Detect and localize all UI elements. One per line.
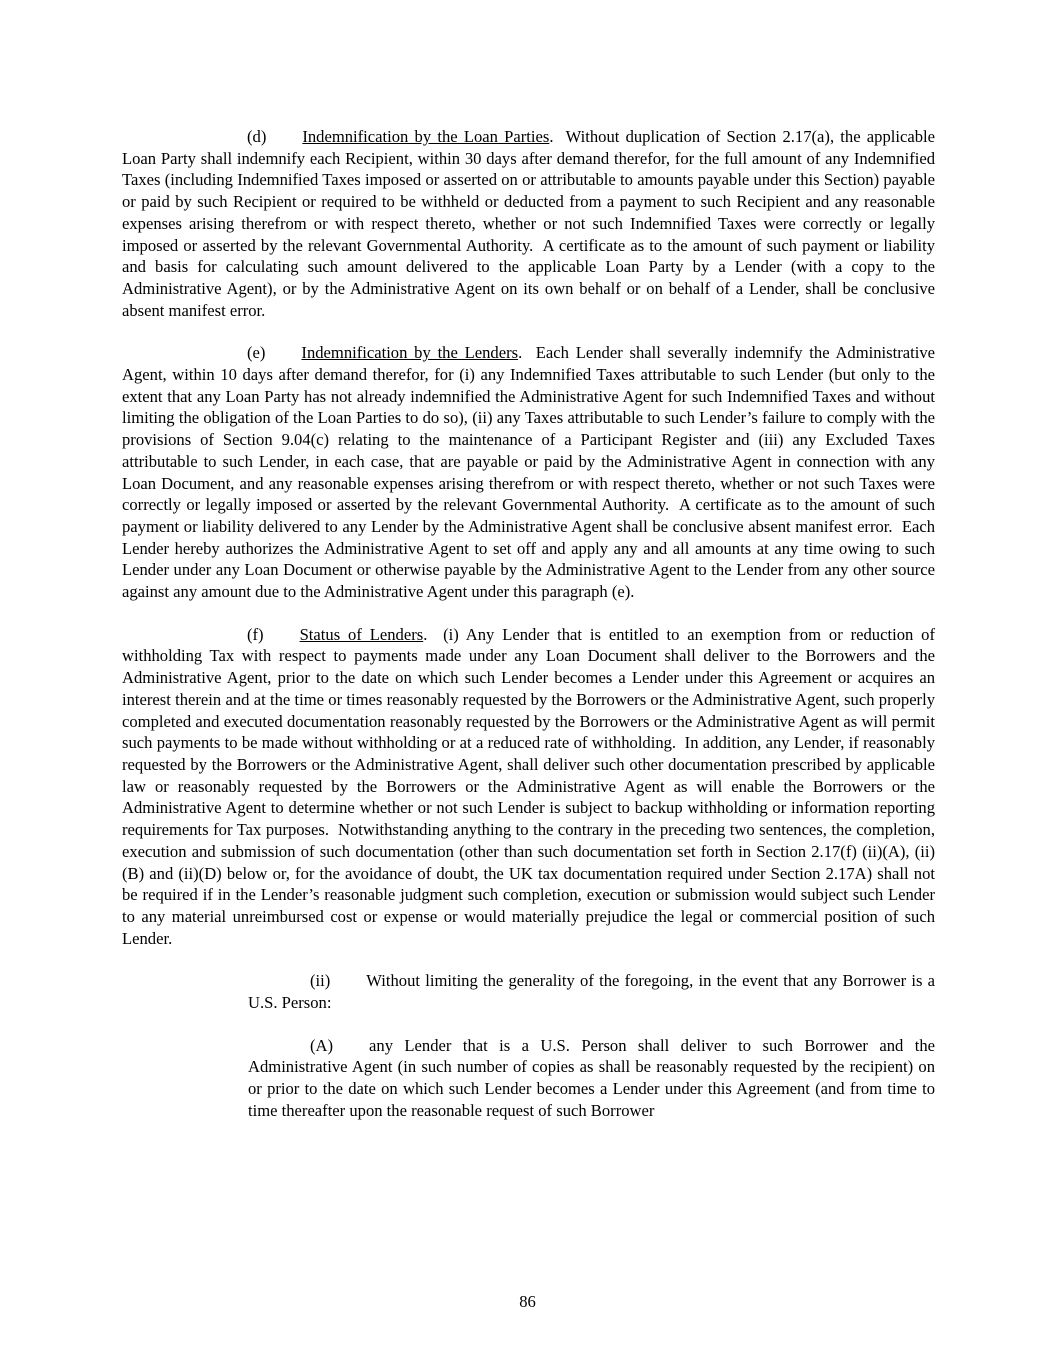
paragraph-d-heading: Indemnification by the Loan Parties	[302, 127, 550, 146]
paragraph-e-heading: Indemnification by the Lenders	[301, 343, 519, 363]
paragraph-f	[122, 624, 935, 950]
paragraph-d-label: (d)	[247, 127, 267, 146]
paragraph-A-text: any Lender that is a U.S. Person shall deliver to such Borrower and the Administrative Agent (in such number of copies as shall be reasonably requested by the recipient) on or prior to the date on which such Lender becomes a Lender under this Agreement (and from time to time thereafter upon the reasonable request of such Borrower	[248, 1035, 935, 1120]
paragraph-d-text: . Without duplication of Section 2.17(a), the applicable Loan Party shall indemnify each Recipient, within 30 days after demand therefor, for the full amount of any Indemnified Taxes (including Indemnified Taxes imposed or asserted on or attributable to amounts payable under this Section) payable or paid by such Recipient or required to be withheld or deducted from a payment to such Recipient and any reasonable expenses arising therefrom or with respect thereto, whether or not such Indemnified Taxes were correctly or legally imposed or asserted by the relevant Governmental Authority. A certificate as to the amount of such payment or liability and basis for calculating such amount delivered to the applicable Loan Party by a Lender (with a copy to the Administrative Agent), or by the Administrative Agent on its own behalf or on behalf of a Lender, shall be conclusive absent manifest error.	[122, 127, 935, 320]
paragraph-e-text: . Each Lender shall severally indemnify the Administrative Agent, within 10 days after demand therefor, for (i) any Indemnified Taxes attributable to such Lender (but only to the extent that any Loan Party has not already indemnified the Administrative Agent for such Indemnified Taxes and without limiting the obligation of the Loan Parties to do so), (ii) any Taxes attributable to such Lender’s failure to comply with the provisions of Section 9.04(c) relating to the maintenance of a Participant Register and (iii) any Excluded Taxes attributable to such Lender, in each case, that are payable or paid by the Administrative Agent in connection with any Loan Document, and any reasonable expenses arising therefrom or with respect thereto, whether or not such Taxes were correctly or legally imposed or asserted by the relevant Governmental Authority. A certificate as to the amount of such payment or liability delivered to any Lender by the Administrative Agent shall be conclusive absent manifest error. Each Lender hereby authorizes the Administrative Agent to set off and apply any and all amounts at any time owing to such Lender under any Loan Document or otherwise payable by the Administrative Agent to the Lender from any other source against any amount due to the Administrative Agent under this paragraph (e).	[122, 343, 935, 602]
paragraph-d	[122, 126, 935, 321]
paragraph-A	[248, 1035, 935, 1122]
paragraph-e-label: (e)	[247, 343, 266, 363]
paragraph-ii	[248, 970, 935, 1013]
paragraph-ii-text: Without limiting the generality of the foregoing, in the event that any Borrower is a U.S. Person:	[248, 971, 935, 1013]
paragraph-f-text: . (i) Any Lender that is entitled to an exemption from or reduction of withholding Tax with respect to payments made under any Loan Document shall deliver to the Borrowers and the Administrative Agent, prior to the date on which such Lender becomes a Lender under this Agreement or acquires an interest therein and at the time or times reasonably requested by the Borrowers or the Administrative Agent, such properly completed and executed documentation reasonably requested by the Borrowers or the Administrative Agent as will permit such payments to be made without withholding or at a reduced rate of withholding. In addition, any Lender, if reasonably requested by the Borrowers or the Administrative Agent, shall deliver such other documentation prescribed by applicable law or reasonably requested by the Borrowers or the Administrative Agent as will enable the Borrowers or the Administrative Agent to determine whether or not such Lender is subject to backup withholding or information reporting requirements for Tax purposes. Notwithstanding anything to the contrary in the preceding two sentences, the completion, execution and submission of such documentation (other than such documentation set forth in Section 2.17(f) (ii)(A), (ii)(B) and (ii)(D) below or, for the avoidance of doubt, the UK tax documentation required under Section 2.17A) shall not be required if in the Lender’s reasonable judgment such completion, execution or submission would subject such Lender to any material unreimbursed cost or expense or would materially prejudice the legal or commercial position of such Lender.	[122, 624, 935, 948]
paragraph-ii-label: (ii)	[310, 971, 331, 991]
paragraph-f-heading: Status of Lenders	[299, 624, 424, 644]
page-number: 86	[519, 1292, 536, 1312]
paragraph-e	[122, 342, 935, 602]
paragraph-f-label: (f)	[247, 624, 264, 644]
paragraph-A-label: (A)	[310, 1035, 334, 1055]
